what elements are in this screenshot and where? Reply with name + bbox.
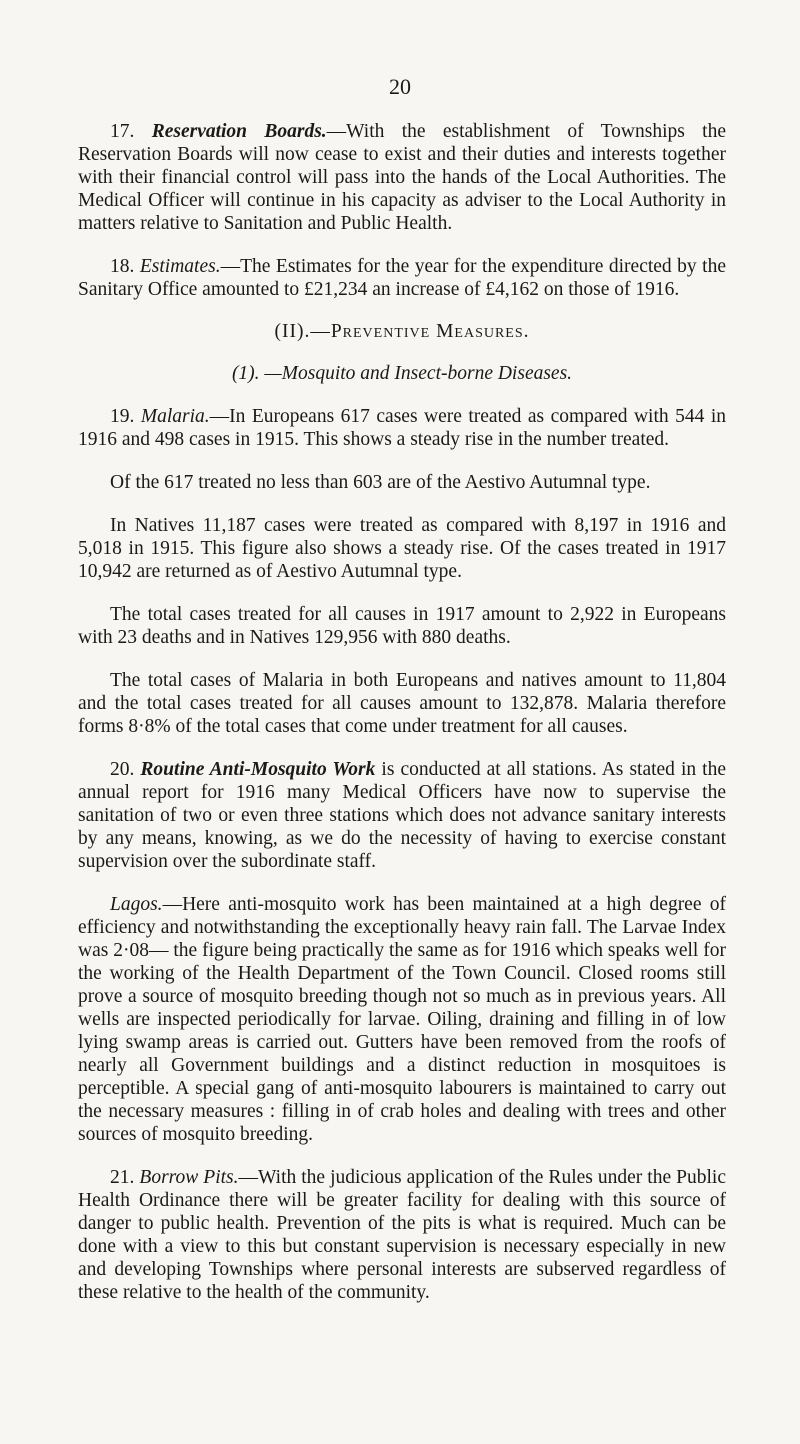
- paragraph-number: 18.: [110, 256, 135, 277]
- paragraph-number: 17.: [110, 121, 135, 142]
- paragraph-18: [78, 255, 726, 301]
- paragraph-title: Estimates.: [139, 256, 221, 277]
- paragraph-21: [78, 1166, 726, 1304]
- paragraph-20: [78, 758, 726, 873]
- paragraph-title: Routine Anti-Mosquito Work: [140, 759, 376, 780]
- paragraph-title: Borrow Pits.: [139, 1167, 239, 1188]
- paragraph-text: —The Estimates for the year for the expenditure directed by the Sanitary Office amounted to £21,234 an increase of £4,162 on those of 1916.: [78, 256, 726, 300]
- paragraph-title: Reservation Boards.: [151, 121, 327, 142]
- paragraph-title: Malaria.: [140, 406, 210, 427]
- paragraph-17: [78, 120, 726, 235]
- page-body: [78, 120, 726, 1324]
- paragraph-number: 19.: [110, 406, 135, 427]
- paragraph-text: is conducted at all stations. As stated in the annual report for 1916 many Medical Officers have now to supervise the sanitation of two or even three stations which does not advance sanitary interests by any means, knowing, as we do the necessity of having to exercise constant supervision over the subordinate staff.: [78, 759, 726, 872]
- paragraph-text: —With the establishment of Townships the Reservation Boards will now cease to exist and their duties and interests together with their financial control will pass into the hands of the Local Authorities. The Medical Officer will continue in his capacity as adviser to the Local Authority in matters relative to Sanitation and Public Health.: [78, 121, 726, 234]
- paragraph-title: Lagos.: [110, 894, 163, 915]
- paragraph-19e: The total cases of Malaria in both Europeans and natives amount to 11,804 and the total cases treated for all causes amount to 132,878. Malaria therefore forms 8·8% of the total cases that come under treatment for all causes.: [78, 670, 726, 737]
- paragraph-number: 20.: [110, 759, 135, 780]
- paragraph-lagos: [78, 893, 726, 1146]
- section-heading: (II).—Preventive Measures.: [274, 321, 530, 342]
- subsection-heading: (1). —Mosquito and Insect-borne Diseases.: [231, 363, 573, 384]
- page-number: 20: [389, 74, 411, 99]
- paragraph-19: [78, 405, 726, 451]
- paragraph-text: —With the judicious application of the Rules under the Public Health Ordinance there will be greater facility for dealing with this source of danger to public health. Prevention of the pits is what is required. Much can be done with a view to this but constant supervision is necessary especially in new and developing Townships where personal interests are subserved regardless of these relative to the health of the community.: [78, 1167, 726, 1303]
- paragraph-text: —In Europeans 617 cases were treated as compared with 544 in 1916 and 498 cases in 1915. This shows a steady rise in the number treated.: [78, 406, 727, 450]
- paragraph-19d: The total cases treated for all causes in 1917 amount to 2,922 in Europeans with 23 deaths and in Natives 129,956 with 880 deaths.: [78, 604, 726, 648]
- paragraph-19c: In Natives 11,187 cases were treated as compared with 8,197 in 1916 and 5,018 in 1915. This figure also shows a steady rise. Of the cases treated in 1917 10,942 are returned as of Aestivo Autumnal type.: [78, 515, 726, 582]
- paragraph-text: —Here anti-mosquito work has been maintained at a high degree of efficiency and notwithstanding the exceptionally heavy rain fall. The Larvae Index was 2·08— the figure being practically the same as for 1916 which speaks well for the working of the Health Department of the Town Council. Closed rooms still prove a source of mosquito breeding though not so much as in previous years. All wells are inspected periodically for larvae. Oiling, draining and filling in of low lying swamp areas is carried out. Gutters have been removed from the roofs of nearly all Government buildings and a distinct reduction in mosquitoes is perceptible. A special gang of anti-mosquito labourers is maintained to carry out the necessary measures : filling in of crab holes and dealing with trees and other sources of mosquito breeding.: [78, 894, 726, 1145]
- paragraph-number: 21.: [110, 1167, 135, 1188]
- paragraph-19b: Of the 617 treated no less than 603 are of the Aestivo Autumnal type.: [110, 472, 651, 493]
